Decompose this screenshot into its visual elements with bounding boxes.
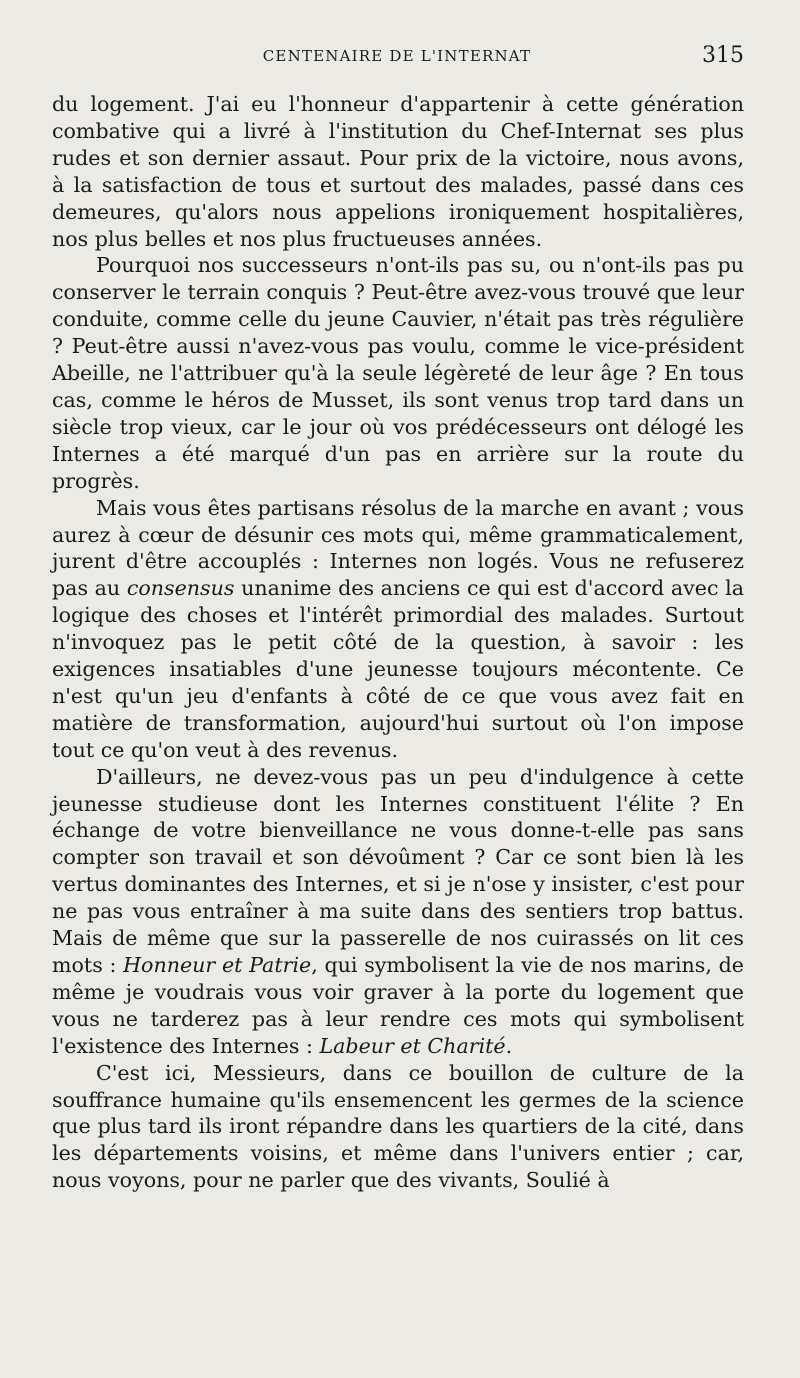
- italic-text: consensus: [126, 576, 235, 601]
- running-title: CENTENAIRE DE L'INTERNAT: [262, 47, 532, 65]
- italic-text: Honneur et Patrie: [123, 953, 312, 977]
- italic-text: Labeur et Charité: [319, 1033, 506, 1058]
- text-run: .: [505, 1033, 513, 1058]
- text-run: Pourquoi nos successeurs n'ont-ils pas su, ou n'ont-ils pas pu conserver le terrain conquis ? Peut-être avez-vous trouvé que leur conduite, comme celle du jeune Cauvier, n'était pas très régulière ? Peut-être aussi n'avez-vous pas voulu, comme le vice-président Abeille, ne l'attribuer qu'à la seule légèreté de leur âge ? En tous cas, comme le héros de Musset, ils sont venus trop tard dans un siècle trop vieux, car le jour où vos prédécesseurs ont délogé les Internes a été marqué d'un pas en arrière sur la route du progrès.: [52, 253, 744, 493]
- text-run: , qui symbolisent la vie de nos marins, de même je voudrais vous voir graver à la porte du logement que vous ne tarderez pas à leur rendre ces mots qui symbolisent l'existence des Internes :: [52, 953, 744, 1058]
- page-number: 315: [702, 43, 744, 68]
- paragraph: [52, 495, 744, 764]
- paragraph: [52, 764, 744, 1060]
- body-text: [52, 91, 744, 1194]
- text-run: D'ailleurs, ne devez-vous pas un peu d'indulgence à cette jeunesse studieuse dont les Internes constituent l'élite ? En échange de votre bienveillance ne vous donne-t-elle pas sans compter son travail et son dévoûment ? Car ce sont bien là les vertus dominantes des Internes, et si je n'ose y insister, c'est pour ne pas vous entraîner à ma suite dans des sentiers trop battus. Mais de même que sur la passerelle de nos cuirassés on lit ces mots :: [52, 764, 744, 977]
- paragraph: [52, 1060, 744, 1195]
- text-run: C'est ici, Messieurs, dans ce bouillon de culture de la souffrance humaine qu'ils ensemencent les germes de la science que plus tard ils iront répandre dans les quartiers de la cité, dans les départements voisins, et même dans l'univers entier ; car, nous voyons, pour ne parler que des vivants, Soulié à: [52, 1060, 744, 1193]
- text-run: Mais vous êtes partisans résolus de la marche en avant ; vous aurez à cœur de désunir ces mots qui, même grammaticalement, jurent d'être accouplés : Internes non logés. Vous ne refuserez pas au: [52, 495, 744, 601]
- text-run: du logement. J'ai eu l'honneur d'appartenir à cette génération combative qui a livré à l'institution du Chef-Internat ses plus rudes et son dernier assaut. Pour prix de la victoire, nous avons, à la satisfaction de tous et surtout des malades, passé dans ces demeures, qu'alors nous appelions ironiquement hospitalières, nos plus belles et nos plus fructueuses années.: [52, 92, 744, 251]
- paragraph: [52, 91, 744, 252]
- text-run: unanime des anciens ce qui est d'accord avec la logique des choses et l'intérêt primordial des malades. Surtout n'invoquez pas le petit côté de la question, à savoir : les exigences insatiables d'une jeunesse toujours mécontente. Ce n'est qu'un jeu d'enfants à côté de ce que vous avez fait en matière de transformation, aujourd'hui surtout où l'on impose tout ce qu'on veut à des revenus.: [52, 576, 744, 762]
- running-head: [52, 44, 742, 68]
- paragraph: [52, 252, 744, 494]
